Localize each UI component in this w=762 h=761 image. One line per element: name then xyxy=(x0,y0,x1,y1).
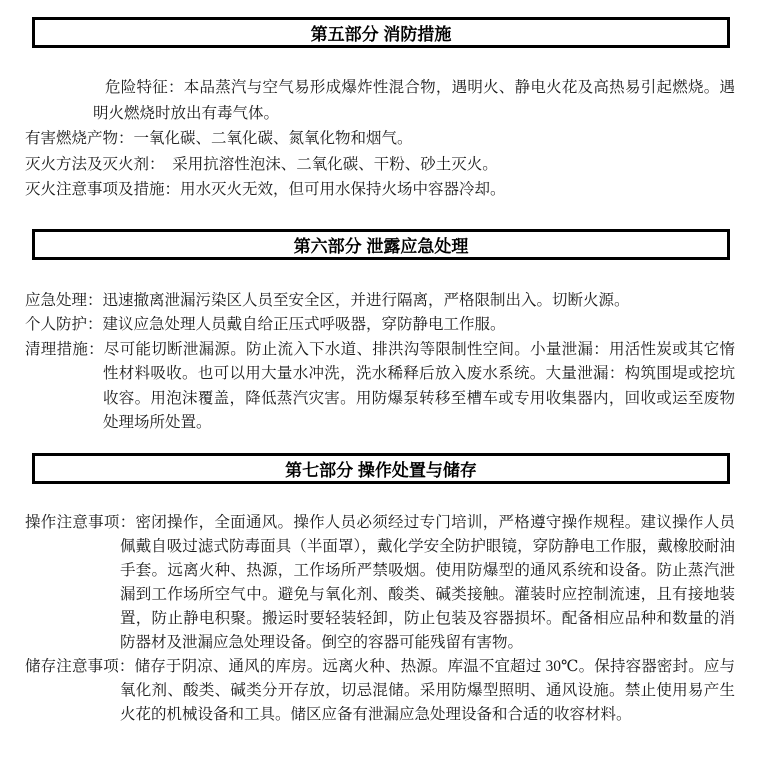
storage-precautions-label: 储存注意事项： xyxy=(25,657,135,675)
handling-precautions-text: 密闭操作，全面通风。操作人员必须经过专门培训，严格遵守操作规程。建议操作人员佩戴自吸过滤式防毒面具（半面罩），戴化学安全防护眼镜，穿防静电工作服，戴橡胶耐油手套。远离火种、热源，工作场所严禁吸烟。使用防爆型的通风系统和设备。防止蒸汽泄漏到工作场所空气中。避免与氧化剂、酸类、碱类接触。灌装时应控制流速，且有接地装置，防止静电积聚。搬运时要轻装轻卸，防止包装及容器损坏。配备相应品种和数量的消防器材及泄漏应急处理设备。倒空的容器可能残留有害物。 xyxy=(120,513,735,651)
cleanup-measures-text: 尽可能切断泄漏源。防止流入下水道、排洪沟等限制性空间。小量泄漏：用活性炭或其它惰性材料吸收。也可以用大量水冲洗，洗水稀释后放入废水系统。大量泄漏：构筑围堤或挖坑收容。用泡沫覆盖，降低蒸汽灾害。用防爆泵转移至槽车或专用收集器内，回收或运至废物处理场所处置。 xyxy=(103,340,735,431)
section-7-header-box xyxy=(32,453,730,484)
paragraph-cleanup-measures xyxy=(25,338,735,436)
paragraph-hazard-characteristics xyxy=(25,75,735,126)
paragraph-extinguishing-precautions xyxy=(25,177,735,203)
extinguishing-methods-text: 采用抗溶性泡沫、二氧化碳、干粉、砂土灭火。 xyxy=(156,155,498,173)
section-6-title: 第六部分 泄露应急处理 xyxy=(293,236,469,256)
extinguishing-precautions-text: 用水灭火无效，但可用水保持火场中容器冷却。 xyxy=(180,181,506,198)
section-7-title: 第七部分 操作处置与储存 xyxy=(285,460,477,480)
extinguishing-methods-label: 灭火方法及灭火剂： xyxy=(25,155,157,173)
section-5-title: 第五部分 消防措施 xyxy=(310,25,452,44)
paragraph-harmful-combustion-products xyxy=(25,126,735,152)
extinguishing-precautions-label: 灭火注意事项及措施： xyxy=(25,181,181,198)
personal-protection-text: 建议应急处理人员戴自给正压式呼吸器，穿防静电工作服。 xyxy=(102,316,506,333)
paragraph-personal-protection xyxy=(25,313,735,338)
harmful-combustion-products-label: 有害燃烧产物： xyxy=(25,130,134,147)
section-5-body xyxy=(25,75,735,203)
storage-precautions-text: 储存于阴凉、通风的库房。远离火种、热源。库温不宜超过 30℃。保持容器密封。应与氧化剂、酸类、碱类分开存放，切忌混储。采用防爆型照明、通风设施。禁止使用易产生火花的机械设备和工具。储区应备有泄漏应急处理设备和合适的收容材料。 xyxy=(120,657,735,723)
section-5-header-box xyxy=(32,17,730,48)
hazard-characteristics-label: 危险特征： xyxy=(105,79,184,96)
paragraph-storage-precautions xyxy=(25,655,735,727)
paragraph-emergency-response xyxy=(25,289,735,314)
paragraph-extinguishing-methods xyxy=(25,152,735,178)
cleanup-measures-label: 清理措施： xyxy=(25,340,104,358)
section-7-body xyxy=(25,511,735,727)
harmful-combustion-products-text: 一氧化碳、二氧化碳、氮氧化物和烟气。 xyxy=(133,130,413,147)
emergency-response-text: 迅速撤离泄漏污染区人员至安全区，并进行隔离，严格限制出入。切断火源。 xyxy=(102,291,630,309)
emergency-response-label: 应急处理： xyxy=(25,291,103,309)
paragraph-handling-precautions xyxy=(25,511,735,655)
hazard-characteristics-text: 本品蒸汽与空气易形成爆炸性混合物，遇明火、静电火花及高热易引起燃烧。遇明火燃烧时放出有毒气体。 xyxy=(93,79,735,122)
section-6-body xyxy=(25,289,735,436)
personal-protection-label: 个人防护： xyxy=(25,316,103,333)
handling-precautions-label: 操作注意事项： xyxy=(25,513,136,531)
section-6-header-box xyxy=(32,229,730,260)
